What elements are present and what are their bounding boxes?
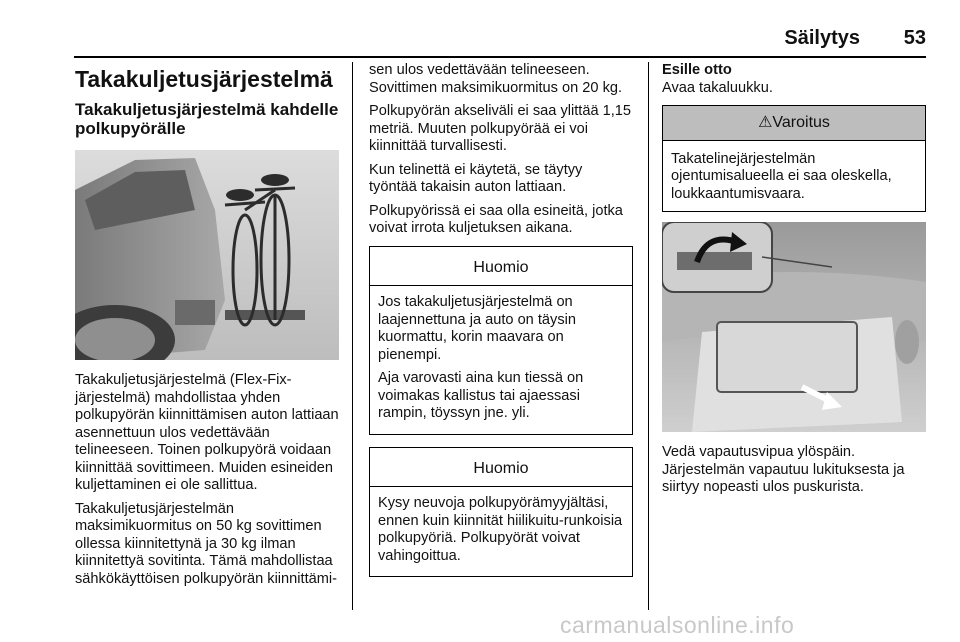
column-3 [662, 62, 926, 503]
note-box-2-paragraph-1: Kysy neuvoja polkupyörämyyjältäsi, ennen kuin kiinnität hiilikuitu-runkoisia polkupyöriä. Polkupyörät voivat vahingoittua. [378, 495, 623, 564]
column-2 [369, 62, 633, 585]
note-box-1-paragraph-2: Aja varovasti aina kun tiessä on voimakas kallistus tai ajaessasi rampin, töyssyn jne. yli. [378, 370, 584, 421]
col2-paragraph-2: Polkupyörän akseliväli ei saa ylittää 1,15 metriä. Muuten polkupyörää ei voi kiinnittää turvallisesti. [369, 103, 632, 154]
warning-icon: ⚠ [758, 114, 773, 131]
column-divider-1 [352, 62, 353, 610]
note-box-1 [369, 246, 633, 435]
col1-paragraph-1: Takakuljetusjärjestelmä (Flex-Fix-järjestelmä) mahdollistaa yhden polkupyörän kiinnittämisen auton lattiaan asennettuun ulos vedettävään telineeseen. Toinen polkupyörä voidaan kiinnittää sovittimeen. Muiden esineiden kuljettaminen ei ole sallittua. [75, 372, 339, 493]
section-title: Takakuljetusjärjestelmä [75, 66, 333, 92]
note-box-1-heading: Huomio [370, 247, 632, 287]
col3-intro: Avaa takaluukku. [662, 79, 773, 96]
warning-box [662, 105, 926, 212]
col1-paragraph-2: Takakuljetusjärjestelmän maksimikuormitus on 50 kg sovittimen ollessa kiinnitettynä ja 30 kg ilman kiinnitettyä sovitinta. Tämä mahdollistaa sähkökäyttöisen polkupyörän kiinnittämi- [75, 500, 338, 587]
header-rule [74, 56, 926, 58]
subheading-esille-otto: Esille otto [662, 62, 732, 78]
column-1 [75, 62, 341, 594]
watermark: carmanualsonline.info [560, 612, 795, 638]
note-box-1-paragraph-1: Jos takakuljetusjärjestelmä on laajennettuna ja auto on täysin kuormattu, korin maavara on pienempi. [378, 294, 576, 363]
note-box-2 [369, 447, 633, 578]
subsection-title: Takakuljetusjärjestelmä kahdelle polkupyörälle [75, 100, 339, 138]
page-number: 53 [903, 27, 926, 49]
note-box-2-heading: Huomio [370, 448, 632, 488]
release-lever-illustration [662, 222, 926, 432]
column-divider-2 [648, 62, 649, 610]
col2-paragraph-3: Kun telinettä ei käytetä, se täytyy työntää takaisin auton lattiaan. [369, 161, 583, 195]
warning-heading: Varoitus [772, 114, 830, 131]
col2-paragraph-4: Polkupyörissä ei saa olla esineitä, jotka voivat irrota kuljetuksen aikana. [369, 202, 623, 236]
bike-carrier-illustration [75, 150, 339, 360]
col2-paragraph-1: sen ulos vedettävään telineeseen. Sovittimen maksimikuormitus on 20 kg. [369, 62, 623, 96]
warning-text: Takatelinejärjestelmän ojentumisalueella ei saa oleskella, loukkaantumisvaara. [671, 150, 892, 202]
page-header-title: Säilytys [784, 27, 860, 49]
col3-paragraph: Vedä vapautusvipua ylöspäin. Järjestelmän vapautuu lukituksesta ja siirtyy nopeasti ulos puskurista. [662, 444, 905, 495]
